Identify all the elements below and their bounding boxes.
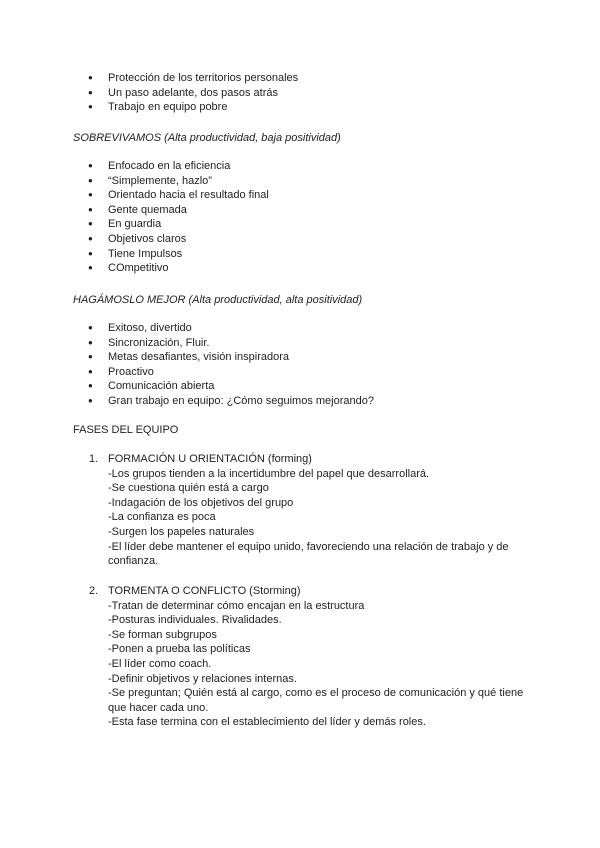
phase-line: -Definir objetivos y relaciones internas. xyxy=(108,672,297,685)
phase-line: -Se cuestiona quién está a cargo xyxy=(108,482,269,495)
bullet-item: ● Exitoso, divertido xyxy=(0,321,600,336)
bullet-item: ● Objetivos claros xyxy=(0,232,600,247)
fases-heading: FASES DEL EQUIPO xyxy=(73,424,179,436)
hagamoslo-bullet-list xyxy=(0,321,600,409)
bullet-item: ● Sincronización, Fluir. xyxy=(0,336,600,351)
phase-title: TORMENTA O CONFLICTO (Storming) xyxy=(108,585,301,597)
phase-number: 1. xyxy=(89,453,99,465)
bullet-item: ● Gente quemada xyxy=(0,203,600,218)
phase-line: -Se forman subgrupos xyxy=(108,628,217,641)
bullet-item: ● Proactivo xyxy=(0,365,600,380)
phase-line: -Esta fase termina con el establecimiento del líder y demás roles. xyxy=(108,716,426,729)
top-bullet-list xyxy=(0,71,600,115)
bullet-item: ● Enfocado en la eficiencia xyxy=(0,159,600,174)
bullet-item: ● Trabajo en equipo pobre xyxy=(0,100,600,115)
phase-line: -Tratan de determinar cómo encajan en la estructura xyxy=(108,599,365,612)
phase-line: -Ponen a prueba las políticas xyxy=(108,643,251,656)
phase-line: -La confianza es poca xyxy=(108,511,216,524)
bullet-item: ● Protección de los territorios personales xyxy=(0,71,600,86)
bullet-item: ● Tiene Impulsos xyxy=(0,247,600,262)
phase-number: 2. xyxy=(89,585,99,597)
phase-line: -El líder debe mantener el equipo unido, favoreciendo una relación de trabajo y de confianza. xyxy=(108,540,509,568)
bullet-item: ● En guardia xyxy=(0,217,600,232)
bullet-item: ● Un paso adelante, dos pasos atrás xyxy=(0,86,600,101)
phase-line: -Los grupos tienden a la incertidumbre del papel que desarrollará. xyxy=(108,467,430,480)
phase-line: -Indagación de los objetivos del grupo xyxy=(108,496,294,509)
sobrevivamos-bullet-list xyxy=(0,159,600,276)
bullet-item: ● Metas desafiantes, visión inspiradora xyxy=(0,350,600,365)
bullet-item: ● Orientado hacia el resultado final xyxy=(0,188,600,203)
phase-line: -El líder como coach. xyxy=(108,657,212,670)
bullet-item: ● COmpetitivo xyxy=(0,261,600,276)
bullet-item: ● “Simplemente, hazlo” xyxy=(0,174,600,189)
bullet-item: ● Comunicación abierta xyxy=(0,379,600,394)
phase-line: -Se preguntan; Quién está al cargo, como es el proceso de comunicación y qué tiene que hacer cada uno. xyxy=(108,687,524,714)
phase-title: FORMACIÓN U ORIENTACIÓN (forming) xyxy=(108,453,312,465)
bullet-item: ● Gran trabajo en equipo: ¿Cómo seguimos mejorando? xyxy=(0,394,600,409)
sobrevivamos-heading: SOBREVIVAMOS (Alta productividad, baja positividad) xyxy=(73,132,341,144)
phase-line: -Surgen los papeles naturales xyxy=(108,525,255,538)
hagamoslo-heading: HAGÁMOSLO MEJOR (Alta productividad, alta positividad) xyxy=(73,294,363,306)
phase-line: -Posturas individuales. Rivalidades. xyxy=(108,614,282,627)
